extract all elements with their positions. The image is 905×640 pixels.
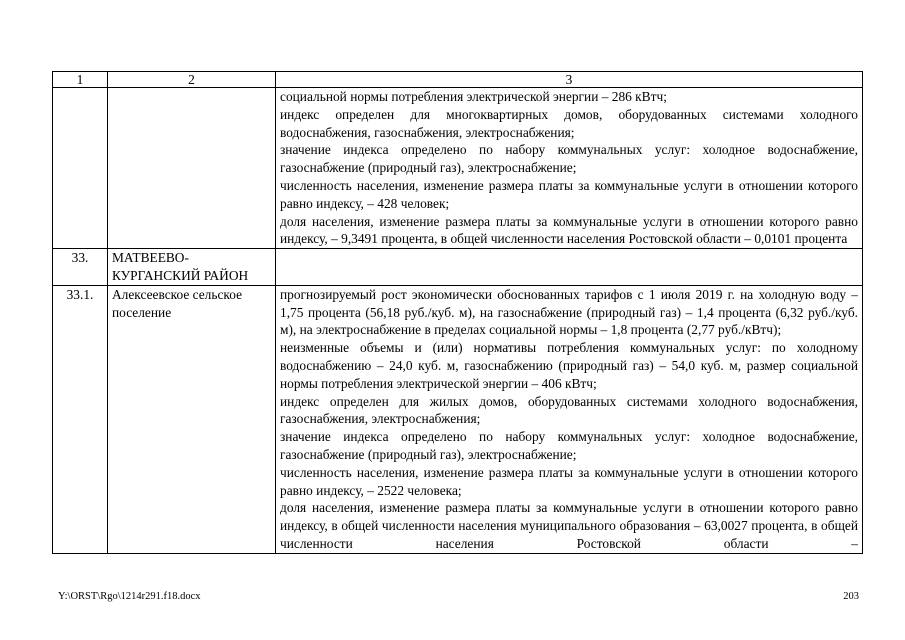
text-paragraph: численность населения, изменение размера платы за коммунальные услуги в отношении которого равно индексу, – 428 человек;	[280, 177, 858, 211]
text-paragraph: доля населения, изменение размера платы за коммунальные услуги в отношении которого равно индексу, в общей численности населения муниципального образования – 63,0027 процента, в общей численности населения Ростовской области –	[280, 500, 858, 551]
continuation-text-cell	[276, 88, 863, 249]
text-paragraph: неизменные объемы и (или) нормативы потребления коммунальных услуг: по холодному водоснабжению – 24,0 куб. м, газоснабжению (природный газ) – 54,0 куб. м, размер социальной нормы потребления электрической энергии – 406 кВтч;	[280, 340, 858, 391]
footer-page-number: 203	[843, 591, 859, 602]
text-paragraph: значение индекса определено по набору коммунальных услуг: холодное водоснабжение, газоснабжение (природный газ), электроснабжение;	[280, 429, 858, 462]
footer-file-path: Y:\ORST\Rgo\1214r291.f18.docx	[58, 591, 201, 602]
text-paragraph: индекс определен для многоквартирных домов, оборудованных системами холодного водоснабжения, газоснабжения, электроснабжения;	[280, 106, 858, 140]
district-number: 33.	[53, 249, 108, 286]
continuation-number-cell	[53, 88, 108, 249]
settlement-name: Алексеевское сельское поселение	[108, 285, 276, 553]
text-paragraph: доля населения, изменение размера платы за коммунальные услуги в отношении которого равно индексу, – 9,3491 процента, в общей численности населения Ростовской области – 0,0101 процента	[280, 213, 858, 247]
text-paragraph: численность населения, изменение размера платы за коммунальные услуги в отношении которого равно индексу, – 2522 человека;	[280, 464, 858, 498]
settlement-number: 33.1.	[53, 285, 108, 553]
tariff-index-table	[52, 71, 863, 554]
header-col-1: 1	[53, 72, 108, 88]
district-empty-cell	[276, 249, 863, 286]
district-row	[53, 249, 863, 286]
header-row	[53, 72, 863, 88]
settlement-text-cell	[276, 285, 863, 553]
continuation-name-cell	[108, 88, 276, 249]
continuation-row	[53, 88, 863, 249]
settlement-row	[53, 285, 863, 553]
text-paragraph: прогнозируемый рост экономически обоснованных тарифов с 1 июля 2019 г. на холодную воду – 1,75 процента (56,18 руб./куб. м), на газоснабжение (природный газ) – 1,4 процента (6,32 руб./куб. м), на электроснабжение в пределах социальной нормы – 1,8 процента (2,77 руб./кВтч);	[280, 286, 858, 338]
text-paragraph: социальной нормы потребления электрической энергии – 286 кВтч;	[280, 89, 667, 104]
header-col-3: 3	[276, 72, 863, 88]
header-col-2: 2	[108, 72, 276, 88]
district-name: МАТВЕЕВО-КУРГАНСКИЙ РАЙОН	[108, 249, 276, 286]
text-paragraph: значение индекса определено по набору коммунальных услуг: холодное водоснабжение, газоснабжение (природный газ), электроснабжение;	[280, 142, 858, 176]
text-paragraph: индекс определен для жилых домов, оборудованных системами холодного водоснабжения, газоснабжения, электроснабжения;	[280, 393, 858, 427]
